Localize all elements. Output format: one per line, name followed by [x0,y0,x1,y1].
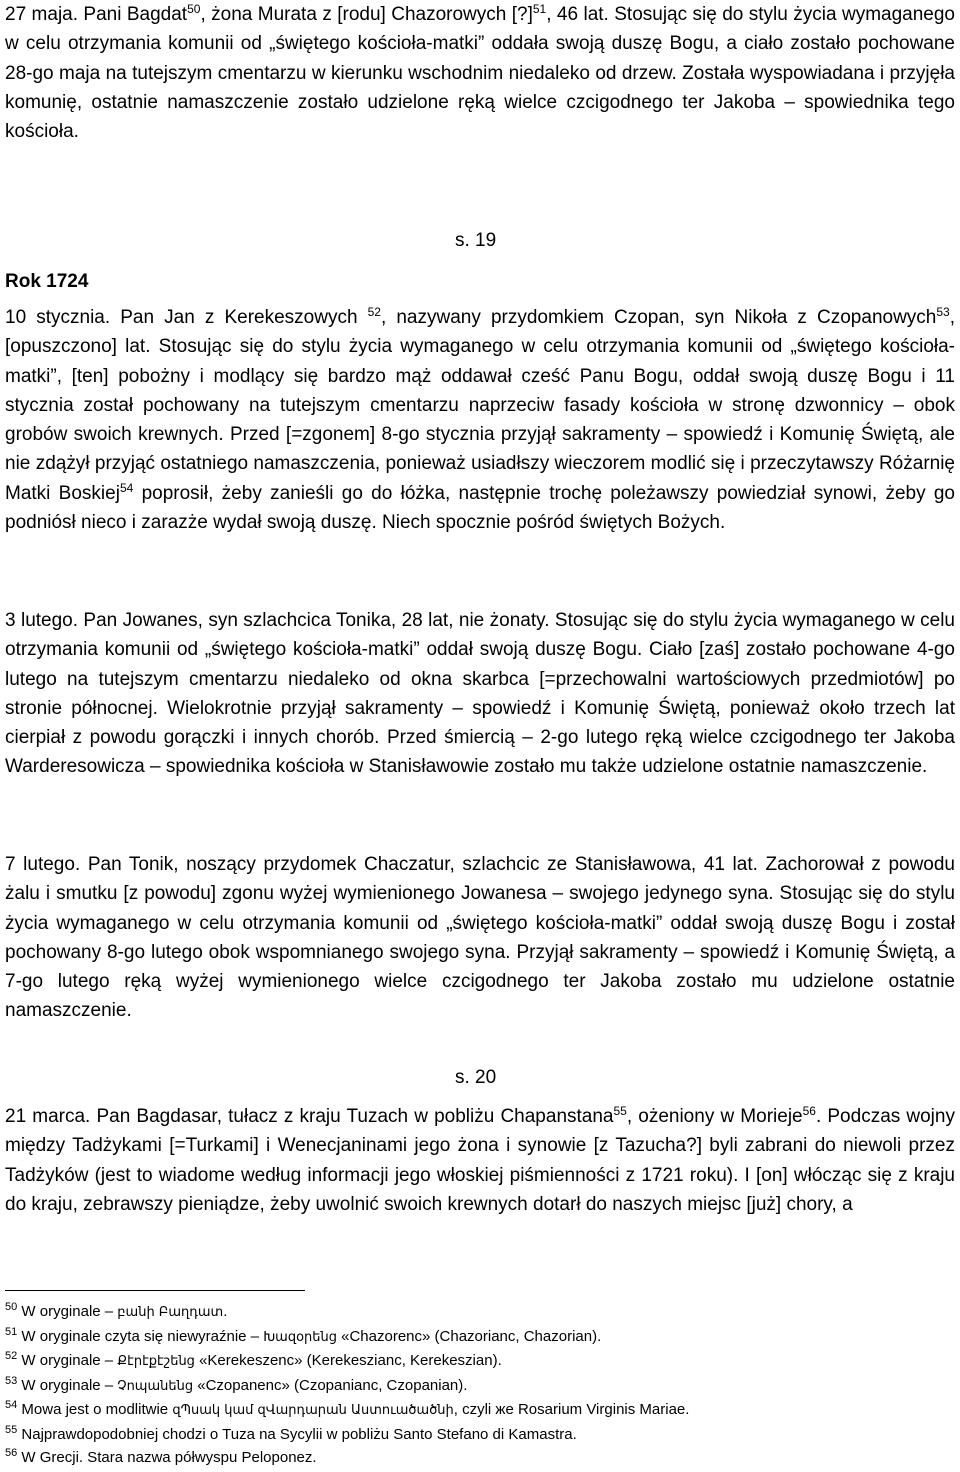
footnote-number: 53 [5,1374,18,1387]
section-heading-row [5,226,955,296]
footnote-54 [5,1398,955,1423]
footnote-ref-51[interactable]: 51 [532,2,547,16]
entry-text: poprosił, żeby zanieśli go do łóżka, następnie trochę poleżawszy powiedział synowi, żeby go podniósł nieco i zarazże wydał swoją duszę. Niech spocznie pośród świętych Bożych. [5,482,955,534]
footnote-50 [5,1300,955,1325]
entry-text: , ożeniony w Morieje [626,1106,803,1127]
footnote-text: . [223,1303,228,1320]
footnote-text: W Grecji. Stara nazwa półwyspu Peloponez. [21,1449,317,1466]
footnote-text: «Chazorenc» (Chazorianc, Chazorian). [336,1327,602,1345]
page-number: s. 19 [455,230,497,251]
entry-3-february: 3 lutego. Pan Jowanes, syn szlachcica Tonika, 28 lat, nie żonaty. Stosując się do stylu życia wymaganego w celu otrzymania komunii od „świętego kościoła-matki” oddał swoją duszę Bogu. Ciało [zaś] zostało pochowane 4-go lutego na tutejszym cmentarzu niedaleko od okna skarbca [=przechowalni wartościowych przedmiotów] po stronie północnej. Wielokrotnie przyjął sakramenty – spowiedź i Komunię Świętą, ponieważ około trzech lat cierpiał z powodu gorączki i innych chorób. Przed śmiercią – 2-go lutego ręką wielce czcigodnego ter Jakoba Warderesowicza – spowiednika kościoła w Stanisławowie zostało mu także udzielone ostatnie namaszczenie. [5,610,955,778]
footnote-number: 55 [5,1423,18,1436]
armenian-text: Քէրէքէշենց [117,1354,195,1369]
footnote-text: Najprawdopodobniej chodzi o Tuza na Sycylii w pobliżu Santo Stefano di Kamastra. [21,1425,577,1443]
footnote-56 [5,1446,955,1470]
footnote-number: 54 [5,1399,18,1411]
footnote-53 [5,1374,955,1399]
footnotes [5,1300,955,1470]
footnote-51 [5,1325,955,1350]
footnote-ref-55[interactable]: 55 [613,1104,627,1118]
footnote-text: W oryginale czyta się niewyraźnie – [21,1327,264,1345]
entry-7-february: 7 lutego. Pan Tonik, noszący przydomek Chaczatur, szlachcic ze Stanisławowa, 41 lat. Zachorował z powodu żalu i smutku [z powodu] zgonu wyżej wymienionego Jowanesa – swojego jedynego syna. Stosując się do stylu życia wymaganego w celu otrzymania komunii od „świętego kościoła-matki” oddał swoją duszę Bogu i został pochowany 8-go lutego obok wspomnianego swojego syna. Przyjął sakramenty – spowiedź i Komunię Świętą, a 7-go lutego ręką wyżej wymienionego wielce czcigodnego ter Jakoba zostało mu udzielone ostatnie namaszczenie. [5,854,955,1022]
entry-text: , nazywany przydomkiem Czopan, syn Nikoła z Czopanowych [380,307,937,328]
footnote-number: 51 [5,1325,18,1338]
footnote-number: 50 [5,1301,18,1313]
footnote-ref-50[interactable]: 50 [187,2,201,16]
page-number: s. 20 [455,1067,497,1088]
footnote-text: , czyli же Rosarium Virginis Mariae. [453,1401,690,1418]
footnote-ref-52[interactable]: 52 [367,305,381,319]
footnote-number: 56 [5,1447,18,1459]
entry-text: , [opuszczono] lat. Stosując się do stylu życia wymaganego w celu otrzymania komunii od „świętego kościoła-matki”, [ten] pobożny i modlący się bardzo mąż oddawał cześć Panu Bogu, oddał swoją duszę Bogu i 11 stycznia został pochowany na tutejszym cmentarzu naprzeciw fasady kościoła w stronę dzwonnicy – obok grobów swoich krewnych. Przed [=zgonem] 8-go stycznia przyjął sakramenty – spowiedź i Komunię Świętą, ale nie zdążył przyjąć ostatniego namaszczenia, ponieważ usiadłszy wieczorem modlić się i przeczytawszy Różarnię Matki Boskiej [5,307,956,504]
footnote-55 [5,1423,955,1447]
entry-text: 21 marca. Pan Bagdasar, tułacz z kraju Tuzach w pobliżu Chapanstana [5,1106,614,1127]
footnote-text: «Czopanenc» (Czopanianc, Czopanian). [193,1376,468,1394]
footnote-number: 52 [5,1350,18,1362]
footnote-divider [5,1290,305,1291]
armenian-text: բանի Բաղդատ [117,1305,224,1320]
footnote-52 [5,1349,955,1374]
entry-text: , 46 lat. Stosując się do stylu życia wymaganego w celu otrzymania komunii od „świętego kościoła-matki” oddała swoją duszę Bogu, a ciało zostało pochowane 28-go maja na tutejszym cmentarzu w kierunku wschodnim niedaleko od drzew. Została wyspowiadana i przyjęła komunię, ostatnie namaszczenie zostało udzielone ręką wielce czcigodnego ter Jakoba – spowiednika tego kościoła. [5,4,955,143]
footnote-ref-56[interactable]: 56 [802,1104,816,1118]
entry-10-january [5,303,955,537]
entry-text: , żona Murata z [rodu] Chazorowych [?] [200,4,533,25]
footnote-text: W oryginale – [21,1352,118,1369]
entry-21-march [5,1102,955,1219]
year-heading: Rok 1724 [5,271,89,292]
footnote-ref-54[interactable]: 54 [119,480,134,495]
armenian-text: զՊսակ կամ զՎարդարան Աստուածածնի [172,1403,454,1418]
footnote-text: «Kerekeszenc» (Kerekeszianc, Kerekeszian). [194,1352,502,1369]
footnote-text: W oryginale – [21,1376,118,1394]
entry-text: 10 stycznia. Pan Jan z Kerekeszowych [5,307,368,328]
armenian-text: Խազօրենց [263,1329,337,1345]
entry-text: . Podczas wojny między Tadżykami [=Turkami] i Wenecjaninami jego żona i synowie [z Tazucha?] byli zabrani do niewoli przez Tadżyków (jest to wiadome według informacji jego włoskiej piśmienności z 1721 roku). I [on] włócząc się z kraju do kraju, zebrawszy pieniądze, żeby uwolnić swoich krewnych dotarł do naszych miejsc [już] chory, a [5,1106,955,1215]
entry-27-may [5,0,955,146]
armenian-text: Չոպանենց [117,1378,194,1394]
footnote-text: W oryginale – [21,1303,118,1320]
entry-text: 27 maja. Pani Bagdat [5,4,188,25]
footnote-text: Mowa jest o modlitwie [21,1401,173,1418]
footnote-ref-53[interactable]: 53 [936,305,950,319]
